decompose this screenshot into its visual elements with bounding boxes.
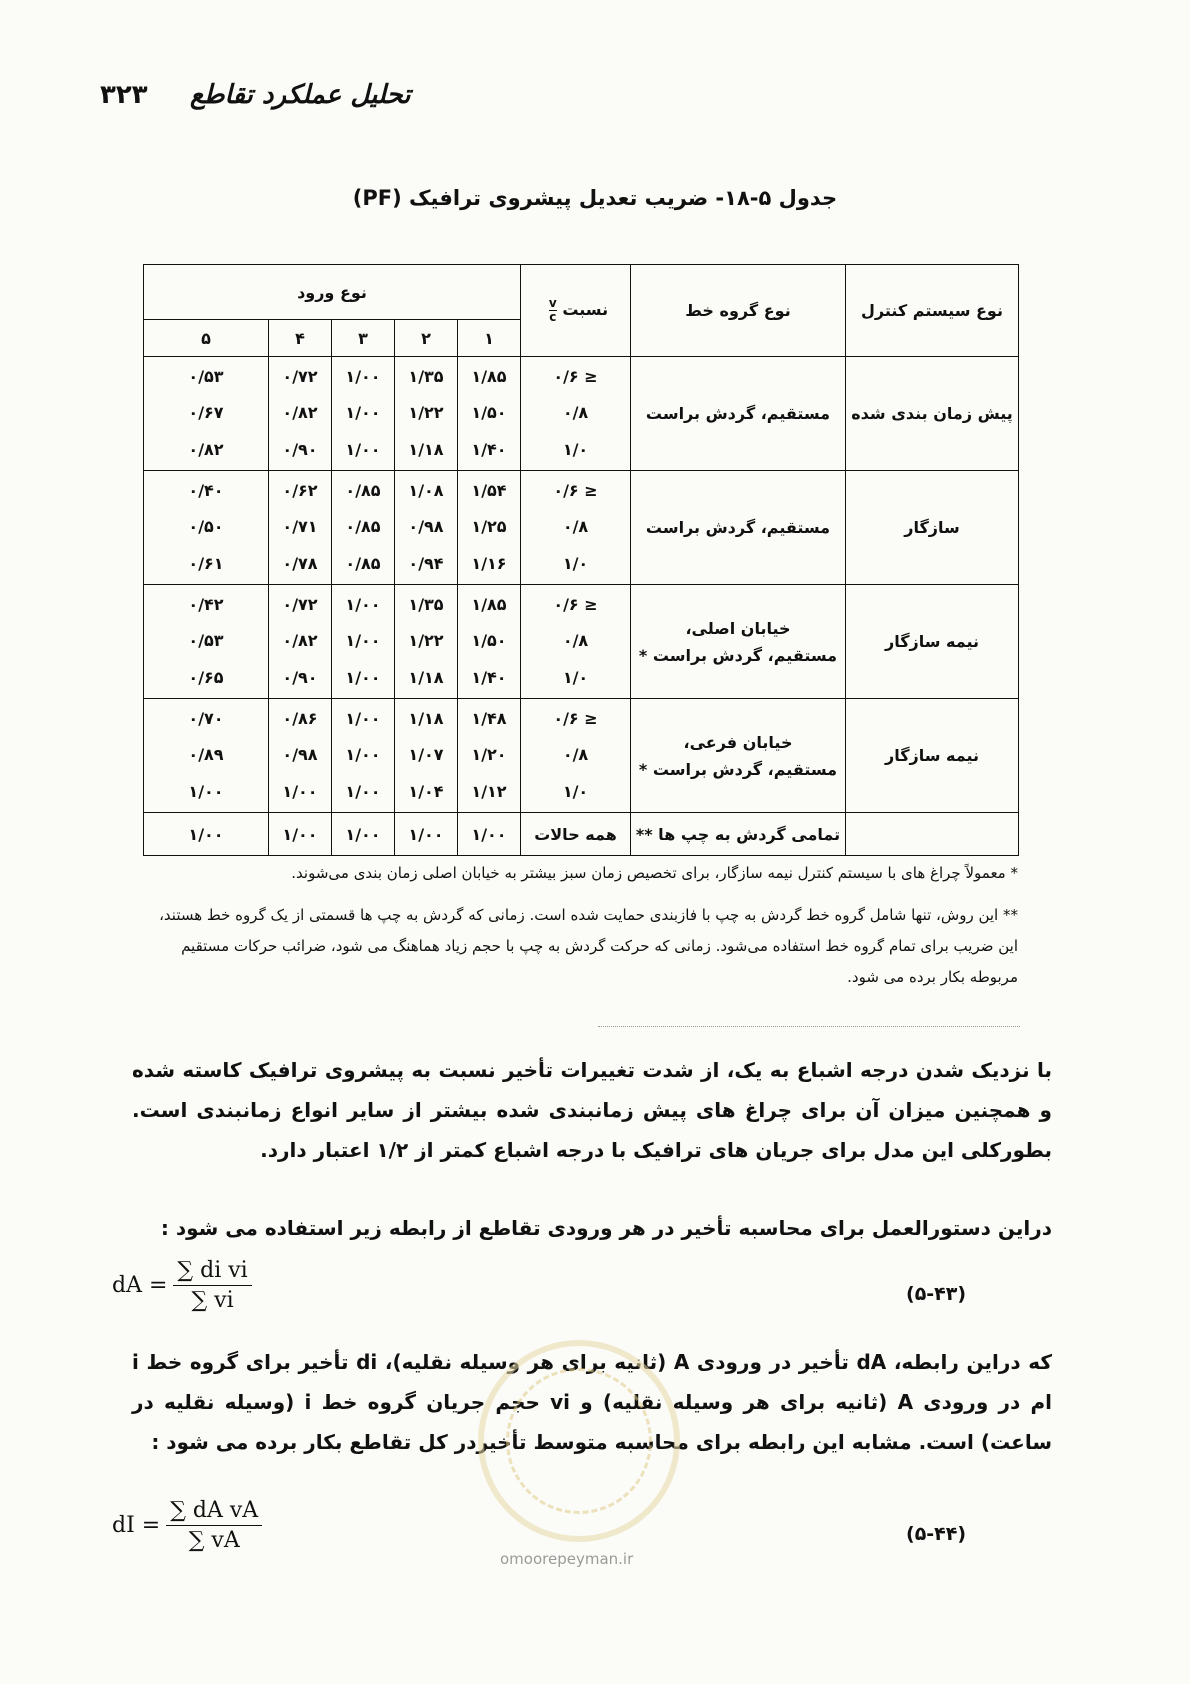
arrival-col: ۳ bbox=[332, 320, 395, 357]
cell-value: ۰/۹۸ bbox=[408, 517, 444, 537]
cell-value: ۱/۰۰ bbox=[345, 403, 381, 423]
cell-value: ۱/۰۴ bbox=[408, 781, 444, 801]
cell-value: ۰/۸۲ bbox=[282, 403, 318, 423]
pf-table bbox=[143, 264, 1019, 856]
cell-value: ۱/۰۸ bbox=[408, 481, 444, 501]
cell-value: ۰/۵۳ bbox=[188, 367, 224, 387]
cell-system: نیمه سازگار bbox=[846, 699, 1019, 813]
page-number: ۳۲۳ bbox=[100, 80, 148, 110]
cell-value: ۱/۰۰ bbox=[345, 781, 381, 801]
equation-denominator: ∑ vA bbox=[188, 1528, 240, 1553]
cell-value: ۱/۱۸ bbox=[408, 709, 444, 729]
cell-value: ۱/۳۵ bbox=[408, 367, 444, 387]
cell-value: ۱/۵۴ bbox=[471, 481, 507, 501]
running-title: تحلیل عملکرد تقاطع bbox=[190, 80, 411, 110]
equation-lhs: dI = bbox=[112, 1513, 161, 1538]
equation-numerator: ∑ dA vA bbox=[166, 1498, 262, 1526]
cell-value: ۱/۳۵ bbox=[408, 595, 444, 615]
vc-fraction bbox=[549, 297, 557, 324]
cell-system: نیمه سازگار bbox=[846, 585, 1019, 699]
cell-value: ۰/۸۹ bbox=[188, 745, 224, 765]
cell-value: ۰/۹۰ bbox=[282, 667, 318, 687]
cell-value: ۰/۶۵ bbox=[188, 667, 224, 687]
cell-value: ۱/۲۵ bbox=[471, 517, 507, 537]
cell-value: ۰/۹۰ bbox=[282, 439, 318, 459]
footnote-1: * معمولاً چراغ های با سیستم کنترل نیمه سازگار، برای تخصیص زمان سبز بیشتر به خیابان اصلی زمان بندی می‌شوند. bbox=[291, 864, 1018, 882]
cell-value: ۰/۸۵ bbox=[345, 517, 381, 537]
cell-value: ۱/۱۶ bbox=[471, 553, 507, 573]
table-caption: جدول ۵-۱۸- ضریب تعدیل پیشروی ترافیک (PF) bbox=[352, 186, 838, 210]
cell-value: ۱/۰۰ bbox=[269, 813, 332, 856]
table-row bbox=[144, 471, 1019, 585]
cell-system: سازگار bbox=[846, 471, 1019, 585]
cell-system bbox=[846, 813, 1019, 856]
cell-value: ۰/۶۱ bbox=[188, 553, 224, 573]
cell-lane bbox=[631, 585, 846, 699]
cell-lane: مستقیم، گردش براست bbox=[631, 357, 846, 471]
cell-value: ۱/۱۸ bbox=[408, 439, 444, 459]
cell-value: ۰/۸۲ bbox=[282, 631, 318, 651]
cell-value: ۰/۷۸ bbox=[282, 553, 318, 573]
cell-value: ۱/۰۰ bbox=[345, 439, 381, 459]
cell-value: ۰/۵۳ bbox=[188, 631, 224, 651]
cell-value: ۰/۴۲ bbox=[188, 595, 224, 615]
cell-vc: ۰/۸ bbox=[562, 631, 589, 651]
cell-vc: ≤ ۰/۶ bbox=[553, 367, 598, 387]
cell-value: ۱/۰۰ bbox=[345, 667, 381, 687]
equation-lhs: dA = bbox=[112, 1273, 168, 1298]
cell-vc: ≤ ۰/۶ bbox=[553, 481, 598, 501]
cell-vc: ۰/۸ bbox=[562, 517, 589, 537]
cell-value: ۱/۰۷ bbox=[408, 745, 444, 765]
cell-value: ۱/۴۸ bbox=[471, 709, 507, 729]
cell-value: ۱/۲۲ bbox=[408, 631, 444, 651]
cell-value: ۱/۰۰ bbox=[282, 781, 318, 801]
cell-value: ۱/۰۰ bbox=[395, 813, 458, 856]
cell-value: ۰/۶۲ bbox=[282, 481, 318, 501]
equation-number-43: (۵-۴۳) bbox=[906, 1283, 967, 1305]
vc-numerator: v bbox=[548, 296, 557, 310]
cell-lane: مستقیم، گردش براست bbox=[631, 471, 846, 585]
cell-value: ۰/۹۴ bbox=[408, 553, 444, 573]
vc-denominator: c bbox=[549, 310, 557, 324]
paragraph-2: دراین دستورالعمل برای محاسبه تأخیر در هر ورودی تقاطع از رابطه زیر استفاده می شود : bbox=[160, 1216, 1052, 1240]
cell-value: ۱/۰۰ bbox=[345, 367, 381, 387]
equation-44 bbox=[112, 1498, 262, 1553]
header-arrival-type: نوع ورود bbox=[144, 265, 521, 320]
cell-value: ۱/۰۰ bbox=[345, 595, 381, 615]
cell-value: ۱/۵۰ bbox=[471, 403, 507, 423]
cell-vc: ۰/۸ bbox=[562, 745, 589, 765]
cell-value: ۰/۶۷ bbox=[188, 403, 224, 423]
watermark-seal-icon bbox=[478, 1340, 680, 1542]
cell-vc: ≤ ۰/۶ bbox=[553, 595, 598, 615]
cell-value: ۱/۱۸ bbox=[408, 667, 444, 687]
cell-value: ۱/۰۰ bbox=[345, 745, 381, 765]
equation-number-44: (۵-۴۴) bbox=[906, 1523, 967, 1545]
header-lane-group: نوع گروه خط bbox=[631, 265, 846, 357]
cell-value: ۰/۴۰ bbox=[188, 481, 224, 501]
cell-value: ۰/۹۸ bbox=[282, 745, 318, 765]
cell-lane-line: مستقیم، گردش براست * bbox=[638, 759, 838, 779]
equation-fraction bbox=[166, 1498, 262, 1553]
cell-lane: تمامی گردش به چپ ها ** bbox=[631, 813, 846, 856]
cell-value: ۱/۲۰ bbox=[471, 745, 507, 765]
table-row bbox=[144, 699, 1019, 813]
watermark-text: omoorepeyman.ir bbox=[500, 1550, 634, 1568]
cell-lane bbox=[631, 699, 846, 813]
cell-value: ۱/۸۵ bbox=[471, 595, 507, 615]
cell-value: ۰/۷۰ bbox=[188, 709, 224, 729]
cell-vc: همه حالات bbox=[521, 813, 631, 856]
arrival-col: ۵ bbox=[144, 320, 269, 357]
cell-value: ۱/۰۰ bbox=[345, 709, 381, 729]
cell-value: ۱/۰۰ bbox=[345, 631, 381, 651]
table-row bbox=[144, 585, 1019, 699]
cell-value: ۰/۸۶ bbox=[282, 709, 318, 729]
cell-value: ۱/۵۰ bbox=[471, 631, 507, 651]
table-row bbox=[144, 813, 1019, 856]
cell-value: ۱/۰۰ bbox=[188, 781, 224, 801]
cell-vc: ۱/۰ bbox=[562, 553, 589, 573]
cell-value: ۱/۴۰ bbox=[471, 439, 507, 459]
cell-value: ۱/۸۵ bbox=[471, 367, 507, 387]
cell-value: ۱/۰۰ bbox=[458, 813, 521, 856]
cell-value: ۱/۲۲ bbox=[408, 403, 444, 423]
arrival-col: ۴ bbox=[269, 320, 332, 357]
header-vc-ratio bbox=[521, 265, 631, 357]
arrival-col: ۱ bbox=[458, 320, 521, 357]
cell-vc: ۱/۰ bbox=[562, 667, 589, 687]
cell-system: پیش زمان بندی شده bbox=[846, 357, 1019, 471]
equation-fraction bbox=[173, 1258, 251, 1313]
cell-value: ۱/۴۰ bbox=[471, 667, 507, 687]
equation-denominator: ∑ vi bbox=[191, 1288, 234, 1313]
cell-value: ۰/۸۵ bbox=[345, 553, 381, 573]
footnote-2: ** این روش، تنها شامل گروه خط گردش به چپ با فازبندی حمایت شده است. زمانی که گردش به چپ ها قسمتی از یک گروه خط هستند، این ضریب برای تمام گروه خط استفاده می‌شود. زمانی که حرکت گردش به چپ با حجم زیاد هماهنگ می شود، ضرائب حرکات مستقیم مربوطه بکار برده می شود. bbox=[159, 906, 1018, 986]
paragraph-1: با نزدیک شدن درجه اشباع به یک، از شدت تغییرات تأخیر نسبت به پیشروی ترافیک کاسته شده و همچنین میزان آن برای چراغ های پیش زمانبندی شده بیشتر از سایر انواع زمانبندی است. بطورکلی این مدل برای جریان های ترافیک با درجه اشباع کمتر از ۱/۲ اعتبار دارد. bbox=[132, 1058, 1052, 1162]
vc-label: نسبت bbox=[562, 300, 609, 319]
header-control-system: نوع سیستم کنترل bbox=[846, 265, 1019, 357]
cell-value: ۱/۰۰ bbox=[144, 813, 269, 856]
table-row bbox=[144, 357, 1019, 471]
cell-value: ۰/۷۱ bbox=[282, 517, 318, 537]
cell-lane-line: خیابان اصلی، bbox=[685, 618, 791, 638]
cell-vc: ≤ ۰/۶ bbox=[553, 709, 598, 729]
cell-value: ۰/۷۲ bbox=[282, 367, 318, 387]
cell-vc: ۱/۰ bbox=[562, 439, 589, 459]
equation-numerator: ∑ di vi bbox=[173, 1258, 251, 1286]
cell-value: ۰/۵۰ bbox=[188, 517, 224, 537]
cell-value: ۱/۰۰ bbox=[332, 813, 395, 856]
paragraph-3: که دراین رابطه، dA تأخیر در ورودی A (ثانیه برای هر وسیله نقلیه)، di تأخیر برای گروه خط i ام در ورودی A (ثانیه برای هر وسیله نقلیه) و vi حجم جریان گروه خط i (وسیله نقلیه در ساعت) است. مشابه این رابطه برای محاسبه متوسط تأخیردر کل تقاطع بکار برده می شود : bbox=[132, 1350, 1052, 1454]
cell-value: ۰/۷۲ bbox=[282, 595, 318, 615]
equation-43 bbox=[112, 1258, 252, 1313]
cell-lane-line: مستقیم، گردش براست * bbox=[638, 645, 838, 665]
cell-value: ۰/۸۲ bbox=[188, 439, 224, 459]
cell-value: ۰/۸۵ bbox=[345, 481, 381, 501]
cell-vc: ۰/۸ bbox=[562, 403, 589, 423]
arrival-col: ۲ bbox=[395, 320, 458, 357]
cell-lane-line: خیابان فرعی، bbox=[683, 732, 793, 752]
separator bbox=[598, 1026, 1020, 1027]
cell-value: ۱/۱۲ bbox=[471, 781, 507, 801]
cell-vc: ۱/۰ bbox=[562, 781, 589, 801]
